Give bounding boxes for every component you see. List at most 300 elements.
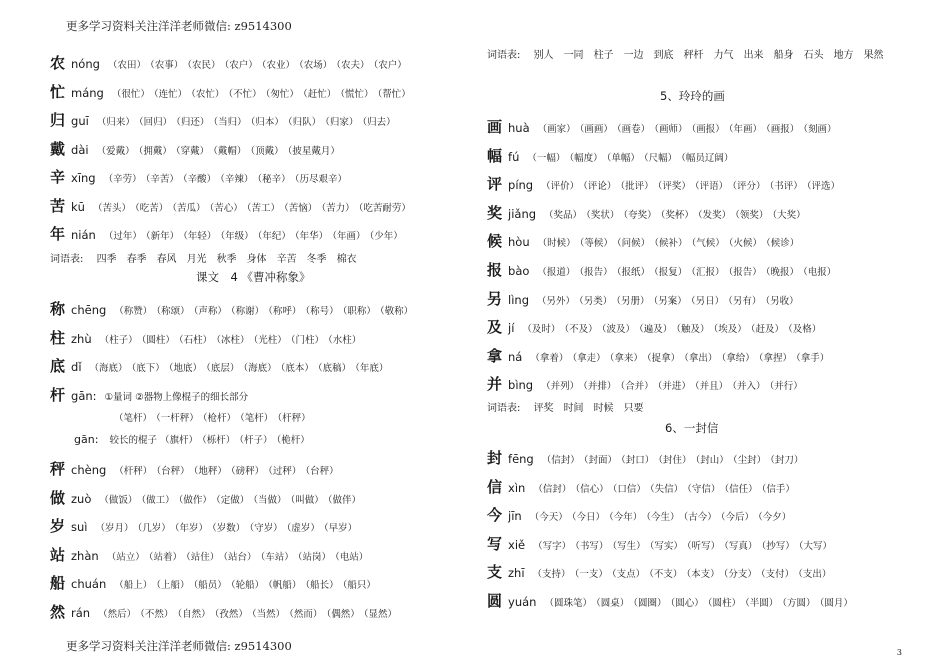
entry-char: 写 <box>487 534 503 553</box>
word-item: （信封） <box>541 455 580 466</box>
word-item: （今天） <box>529 512 568 524</box>
word-item: （不忙） <box>228 88 262 100</box>
entry-pinyin: chēng <box>71 303 107 317</box>
word-item: （拥戴） <box>138 145 172 157</box>
word-item: （底本） <box>280 363 314 374</box>
vocab-word: 石头 <box>803 50 824 61</box>
word-item: （做饭） <box>99 494 138 506</box>
word-item: （车站） <box>260 551 294 563</box>
entry-char: 评 <box>487 175 503 194</box>
word-item: （支出） <box>798 569 832 581</box>
word-item: （底下） <box>131 363 165 374</box>
word-item: （封面） <box>583 455 618 466</box>
entry-row <box>50 544 372 565</box>
word-item: （封住） <box>658 455 692 466</box>
entry-pinyin: xīng <box>71 171 96 185</box>
entry-char: 封 <box>487 449 503 467</box>
entry-words <box>538 121 841 135</box>
entry-row <box>50 81 415 102</box>
word-item: （农事） <box>149 60 184 71</box>
word-item: （今日） <box>571 512 605 524</box>
word-item: （年华） <box>294 231 329 242</box>
word-item: （口信） <box>612 483 646 495</box>
word-item: （当归） <box>213 117 247 128</box>
lesson4-title: 课文 4 《曹冲称象》 <box>196 270 311 284</box>
word-item: （过年） <box>103 231 142 242</box>
word-item: （评语） <box>694 181 729 193</box>
vocab-word: 别人 <box>533 50 554 61</box>
entry-words <box>537 264 840 278</box>
word-item: （单幅） <box>606 152 640 164</box>
word-item: （船只） <box>342 580 376 591</box>
word-item: （火候） <box>728 238 762 250</box>
gan-words-1 <box>114 410 315 424</box>
word-item: （大奖） <box>772 209 806 221</box>
word-item: （农田） <box>107 60 146 71</box>
entry-row <box>50 355 392 376</box>
entry-pinyin: gān: <box>71 389 97 403</box>
entry-row <box>50 572 380 593</box>
word-item: （幅度） <box>569 152 603 164</box>
word-item: （写真） <box>724 540 758 552</box>
word-item: （支点） <box>611 569 646 581</box>
entry-words <box>96 520 362 534</box>
entry-row <box>487 316 825 337</box>
word-item: （岁月） <box>95 523 134 534</box>
word-item: （画家） <box>537 124 576 135</box>
word-item: （书评） <box>769 181 803 193</box>
word-item: （苦工） <box>246 202 281 214</box>
word-item: （晚报） <box>765 267 800 278</box>
word-item: （穿戴） <box>175 145 210 157</box>
entry-words <box>538 235 804 249</box>
entry-words <box>97 143 344 157</box>
word-item: （本支） <box>686 569 720 581</box>
vocab-word: 秤杆 <box>683 50 704 61</box>
entry-pinyin: jīn <box>508 509 522 524</box>
word-item: （圆柱） <box>141 334 175 346</box>
word-item: （一幅） <box>527 152 566 164</box>
entry-words <box>98 606 401 620</box>
word-item: （问候） <box>616 238 651 250</box>
entry-char: 秤 <box>50 460 66 478</box>
entry-pinyin: zhī <box>508 566 525 581</box>
word-item: （圆柱） <box>707 598 742 609</box>
word-item: （慌忙） <box>340 88 374 100</box>
entry-words <box>530 509 796 523</box>
word-item: （当做） <box>253 494 287 506</box>
word-item: （画师） <box>654 124 688 135</box>
word-item: （苦瓜） <box>172 202 206 214</box>
word-item: （评论） <box>583 181 617 193</box>
word-item: （声称） <box>193 306 227 317</box>
word-item: （另日） <box>690 295 725 307</box>
vocab-list-lesson5 <box>487 399 654 414</box>
vocab-word: 船身 <box>773 50 794 61</box>
entry-gan <box>50 384 248 405</box>
word-item: （封口） <box>621 455 655 466</box>
entry-words <box>104 228 407 242</box>
word-item: （圆桌） <box>595 598 630 609</box>
entry-char: 今 <box>487 506 503 525</box>
word-item: （偶然） <box>326 608 360 620</box>
word-item: （显然） <box>363 608 397 620</box>
word-item: （门柱） <box>290 334 324 346</box>
entry-char: 候 <box>487 232 503 251</box>
entry-row <box>50 195 415 216</box>
word-item: （称颂） <box>156 306 190 317</box>
entry-pinyin: rán <box>71 605 91 620</box>
word-item: （抄写） <box>761 540 795 552</box>
word-item: （年岁） <box>174 523 209 534</box>
vocab-word: 只要 <box>623 403 644 414</box>
entry-char: 拿 <box>487 346 503 365</box>
word-item: （报告） <box>579 267 613 278</box>
word-item: （奖品） <box>544 209 583 221</box>
word-item: （苦恼） <box>284 202 318 214</box>
word-item: （另收） <box>765 295 799 307</box>
entry-char: 然 <box>50 602 66 621</box>
word-item: （不然） <box>140 608 174 620</box>
entry-row <box>487 202 810 223</box>
word-item: （赶忙） <box>302 88 337 100</box>
word-item: （农夫） <box>336 60 370 71</box>
entry-char: 柱 <box>50 328 66 347</box>
word-item: （拿着） <box>530 352 569 364</box>
lesson5-title: 5、玲玲的画 <box>660 89 725 103</box>
entry-char: 幅 <box>487 146 503 165</box>
word-item: （候诊） <box>765 238 800 250</box>
page-header: 更多学习资料关注洋洋老师微信: z9514300 <box>66 19 292 33</box>
word-item: （农业） <box>261 60 296 71</box>
word-item: （并入） <box>732 381 766 393</box>
entry-char: 画 <box>487 118 503 136</box>
entry-row <box>50 109 400 130</box>
entry-pinyin: máng <box>71 85 104 100</box>
word-item: （定做） <box>215 494 250 506</box>
word-item: （尘封） <box>732 455 767 466</box>
word-item: （船上） <box>114 580 153 591</box>
word-item: （农户） <box>224 60 258 71</box>
entry-words <box>100 332 366 346</box>
word-item: （守岁） <box>249 523 283 534</box>
entry-pinyin: huà <box>508 121 530 135</box>
entry-meaning: ①量词 ②器物上像棍子的细长部分 <box>104 392 249 403</box>
vocab-word: （杆子） <box>239 435 273 446</box>
word-item: （归本） <box>250 117 284 128</box>
word-item: （尺幅） <box>643 152 678 164</box>
word-item: （大写） <box>798 540 832 552</box>
word-item: （圆月） <box>819 598 853 609</box>
word-item: （候补） <box>654 238 688 250</box>
entry-char: 忙 <box>50 82 66 101</box>
entry-char: 农 <box>50 54 66 72</box>
word-item: （年画） <box>728 124 762 135</box>
vocab-word: 棉衣 <box>336 254 357 265</box>
entry-char: 支 <box>487 563 503 582</box>
entry-row <box>487 259 840 280</box>
word-item: （发奖） <box>697 209 732 221</box>
word-item: （圆圈） <box>633 598 667 609</box>
entry-words <box>522 321 825 335</box>
vocab-word: 一同 <box>563 50 584 61</box>
entry-char: 奖 <box>487 203 503 222</box>
entry-words <box>108 57 411 71</box>
word-item: （今后） <box>720 512 755 524</box>
lesson6-title: 6、一封信 <box>665 421 719 435</box>
vocab-label: 词语表: <box>487 403 521 414</box>
entry-row <box>50 166 351 187</box>
entry-words <box>533 566 836 580</box>
word-item: （幅员辽阔） <box>681 152 734 164</box>
entry-pinyin: píng <box>508 178 534 193</box>
entry-char: 站 <box>50 545 66 564</box>
entry-row <box>50 298 417 319</box>
word-item: （拿手） <box>795 352 830 364</box>
word-item: （做伴） <box>327 494 361 506</box>
vocab-word: 春季 <box>126 254 147 265</box>
word-item: （并且） <box>694 381 729 393</box>
vocab-list-lesson3 <box>50 250 367 265</box>
word-item: （戴帽） <box>213 145 247 157</box>
entry-words <box>114 577 380 591</box>
entry-char: 另 <box>487 289 503 308</box>
word-item: （归家） <box>325 117 359 128</box>
entry-pinyin: bìng <box>508 378 534 393</box>
word-item: （做作） <box>178 494 212 506</box>
word-item: （地底） <box>168 363 203 374</box>
word-item: （柱子） <box>99 334 138 346</box>
word-item: （今年） <box>608 512 643 524</box>
entry-words <box>107 549 373 563</box>
word-item: （上船） <box>156 580 190 591</box>
word-item: （信封） <box>533 483 572 495</box>
word-item: （底稿） <box>317 363 352 374</box>
word-item: （连忙） <box>153 88 188 100</box>
word-item: （夸奖） <box>623 209 657 221</box>
entry-pinyin: dǐ <box>71 360 82 374</box>
entry-pinyin: lìng <box>508 292 529 307</box>
word-item: （台秤） <box>156 466 190 477</box>
vocab-word: （旗杆） <box>159 435 198 446</box>
entry-words <box>537 293 803 307</box>
word-item: （报告） <box>728 267 762 278</box>
word-item: （顶戴） <box>250 145 284 157</box>
word-item: （另外） <box>537 295 576 307</box>
word-item: （守信） <box>687 483 721 495</box>
word-item: （报道） <box>537 267 576 278</box>
word-item: （吃苦） <box>134 202 169 214</box>
word-item: （称呼） <box>268 306 302 317</box>
word-item: （拿捏） <box>758 352 792 364</box>
entry-words <box>104 171 351 185</box>
entry-pinyin: yuán <box>508 595 537 609</box>
vocab-word: 辛苦 <box>276 254 297 265</box>
word-item: （另有） <box>728 295 762 307</box>
word-item: （电报） <box>803 267 837 278</box>
word-item: （杆秤） <box>114 466 153 477</box>
word-item: （站岗） <box>297 551 332 563</box>
word-item: （并排） <box>583 381 617 393</box>
entry-char: 船 <box>50 574 66 592</box>
word-item: （拿走） <box>572 352 606 364</box>
word-item: （并列） <box>541 381 580 393</box>
word-item: （不支） <box>649 569 683 581</box>
vocab-word: （笔杆） <box>240 413 274 424</box>
word-item: （评选） <box>806 181 840 193</box>
word-item: （苦力） <box>321 202 355 214</box>
word-item: （报纸） <box>616 267 650 278</box>
word-item: （年纪） <box>257 231 291 242</box>
word-item: （苦头） <box>92 202 131 214</box>
word-item: （早岁） <box>323 523 358 534</box>
word-item: （并进） <box>657 381 691 393</box>
vocab-word: （杆秤） <box>277 413 311 424</box>
word-item: （波及） <box>601 324 635 336</box>
entry-pinyin: nóng <box>71 57 100 71</box>
entry-words <box>541 178 844 192</box>
vocab-word: 时间 <box>563 403 584 414</box>
entry-pinyin: dài <box>71 142 89 157</box>
entry-char: 及 <box>487 318 503 337</box>
entry-words <box>527 150 737 164</box>
word-item: （船员） <box>193 580 227 591</box>
entry-row <box>50 601 401 622</box>
word-item: （归去） <box>362 117 396 128</box>
word-item: （评价） <box>541 181 580 193</box>
entry-row <box>487 561 835 582</box>
word-item: （地秤） <box>193 466 227 477</box>
vocab-word: （栎杆） <box>202 435 236 446</box>
word-item: （站台） <box>223 551 257 563</box>
word-item: （古今） <box>683 512 717 524</box>
word-item: （新年） <box>145 231 180 242</box>
vocab-word: 四季 <box>96 254 117 265</box>
entry-pinyin: kū <box>71 199 85 214</box>
entry-pinyin: jiǎng <box>508 206 537 221</box>
word-item: （封山） <box>695 455 729 466</box>
word-item: （奖杯） <box>660 209 694 221</box>
word-item: （站着） <box>148 551 182 563</box>
word-item: （画报） <box>691 124 725 135</box>
entry-words <box>544 207 810 221</box>
word-item: （叫做） <box>290 494 324 506</box>
word-item: （归来） <box>96 117 135 128</box>
word-item: （职称） <box>342 306 376 317</box>
word-item: （信手） <box>761 483 795 495</box>
word-item: （很忙） <box>111 88 150 100</box>
word-item: （岁数） <box>212 523 246 534</box>
word-item: （拿给） <box>721 352 755 364</box>
word-item: （年级） <box>220 231 254 242</box>
word-item: （船长） <box>305 580 339 591</box>
word-item: （画画） <box>579 124 613 135</box>
word-item: （自然） <box>177 608 211 620</box>
vocab-word: （枪杆） <box>202 413 237 424</box>
word-item: （写字） <box>533 540 572 552</box>
entry-pinyin: xiě <box>508 537 526 552</box>
word-item: （方圆） <box>782 598 816 609</box>
word-item: （秘辛） <box>257 174 291 185</box>
word-item: （分支） <box>723 569 757 581</box>
vocab-word: 地方 <box>833 50 854 61</box>
word-item: （爱戴） <box>96 145 135 157</box>
entry-char: 年 <box>50 225 66 243</box>
entry-row <box>487 476 799 497</box>
entry-words <box>542 452 808 466</box>
word-item: （失信） <box>649 483 684 495</box>
word-item: （拿出） <box>684 352 718 364</box>
entry-words <box>97 114 400 128</box>
vocab-word: 春风 <box>156 254 177 265</box>
word-item: （辛苦） <box>145 174 179 185</box>
entry-pinyin: bào <box>508 264 530 278</box>
word-item: （年底） <box>355 363 389 374</box>
entry-words <box>112 86 415 100</box>
word-item: （称谢） <box>230 306 265 317</box>
word-item: （孜然） <box>214 608 248 620</box>
word-item: （冰柱） <box>216 334 250 346</box>
word-item: （触及） <box>676 324 710 336</box>
vocab-word: 一边 <box>623 50 644 61</box>
vocab-word: 出来 <box>743 50 764 61</box>
entry-pinyin: zhàn <box>71 548 99 563</box>
entry-row <box>50 52 411 73</box>
entry-words <box>90 360 393 374</box>
word-item: （底层） <box>206 363 240 374</box>
entry-words <box>544 595 856 609</box>
entry-pinyin: suì <box>71 520 88 534</box>
vocab-word: 力气 <box>713 50 734 61</box>
entry-row <box>487 288 803 309</box>
entry-row <box>487 504 795 525</box>
page-number: 3 <box>896 648 902 657</box>
word-item: （敬称） <box>379 306 414 317</box>
word-item: （领奖） <box>735 209 769 221</box>
entry-pinyin: chèng <box>71 463 107 477</box>
entry-words <box>93 200 415 214</box>
gan-words-2 <box>160 435 314 446</box>
entry-row <box>50 138 344 159</box>
entry-words <box>114 303 417 317</box>
entry-char: 信 <box>487 477 503 496</box>
entry-row <box>487 230 803 251</box>
word-item: （农忙） <box>191 88 225 100</box>
word-item: （吃苦耐劳） <box>358 202 411 214</box>
word-item: （报复） <box>653 267 688 278</box>
word-item: （埃及） <box>713 324 747 336</box>
entry-row <box>50 458 343 479</box>
word-item: （封刀） <box>770 455 804 466</box>
entry-row <box>487 373 807 394</box>
word-item: （当然） <box>251 608 286 620</box>
word-item: （帮忙） <box>377 88 411 100</box>
word-item: （支持） <box>532 569 571 581</box>
word-item: （不及） <box>564 324 598 336</box>
word-item: （历尽艰辛） <box>294 174 347 185</box>
entry-row <box>487 116 841 137</box>
word-item: （辛酸） <box>182 174 217 185</box>
word-item: （时候） <box>537 238 576 250</box>
entry-row <box>487 447 807 468</box>
entry-meaning: 较长的棍子 <box>109 435 157 446</box>
word-item: （合并） <box>620 381 654 393</box>
entry-char: 杆 <box>50 386 66 404</box>
entry-pinyin: nián <box>71 228 96 242</box>
vocab-word: 冬季 <box>306 254 327 265</box>
word-item: （年画） <box>332 231 366 242</box>
entry-char: 做 <box>50 488 66 507</box>
